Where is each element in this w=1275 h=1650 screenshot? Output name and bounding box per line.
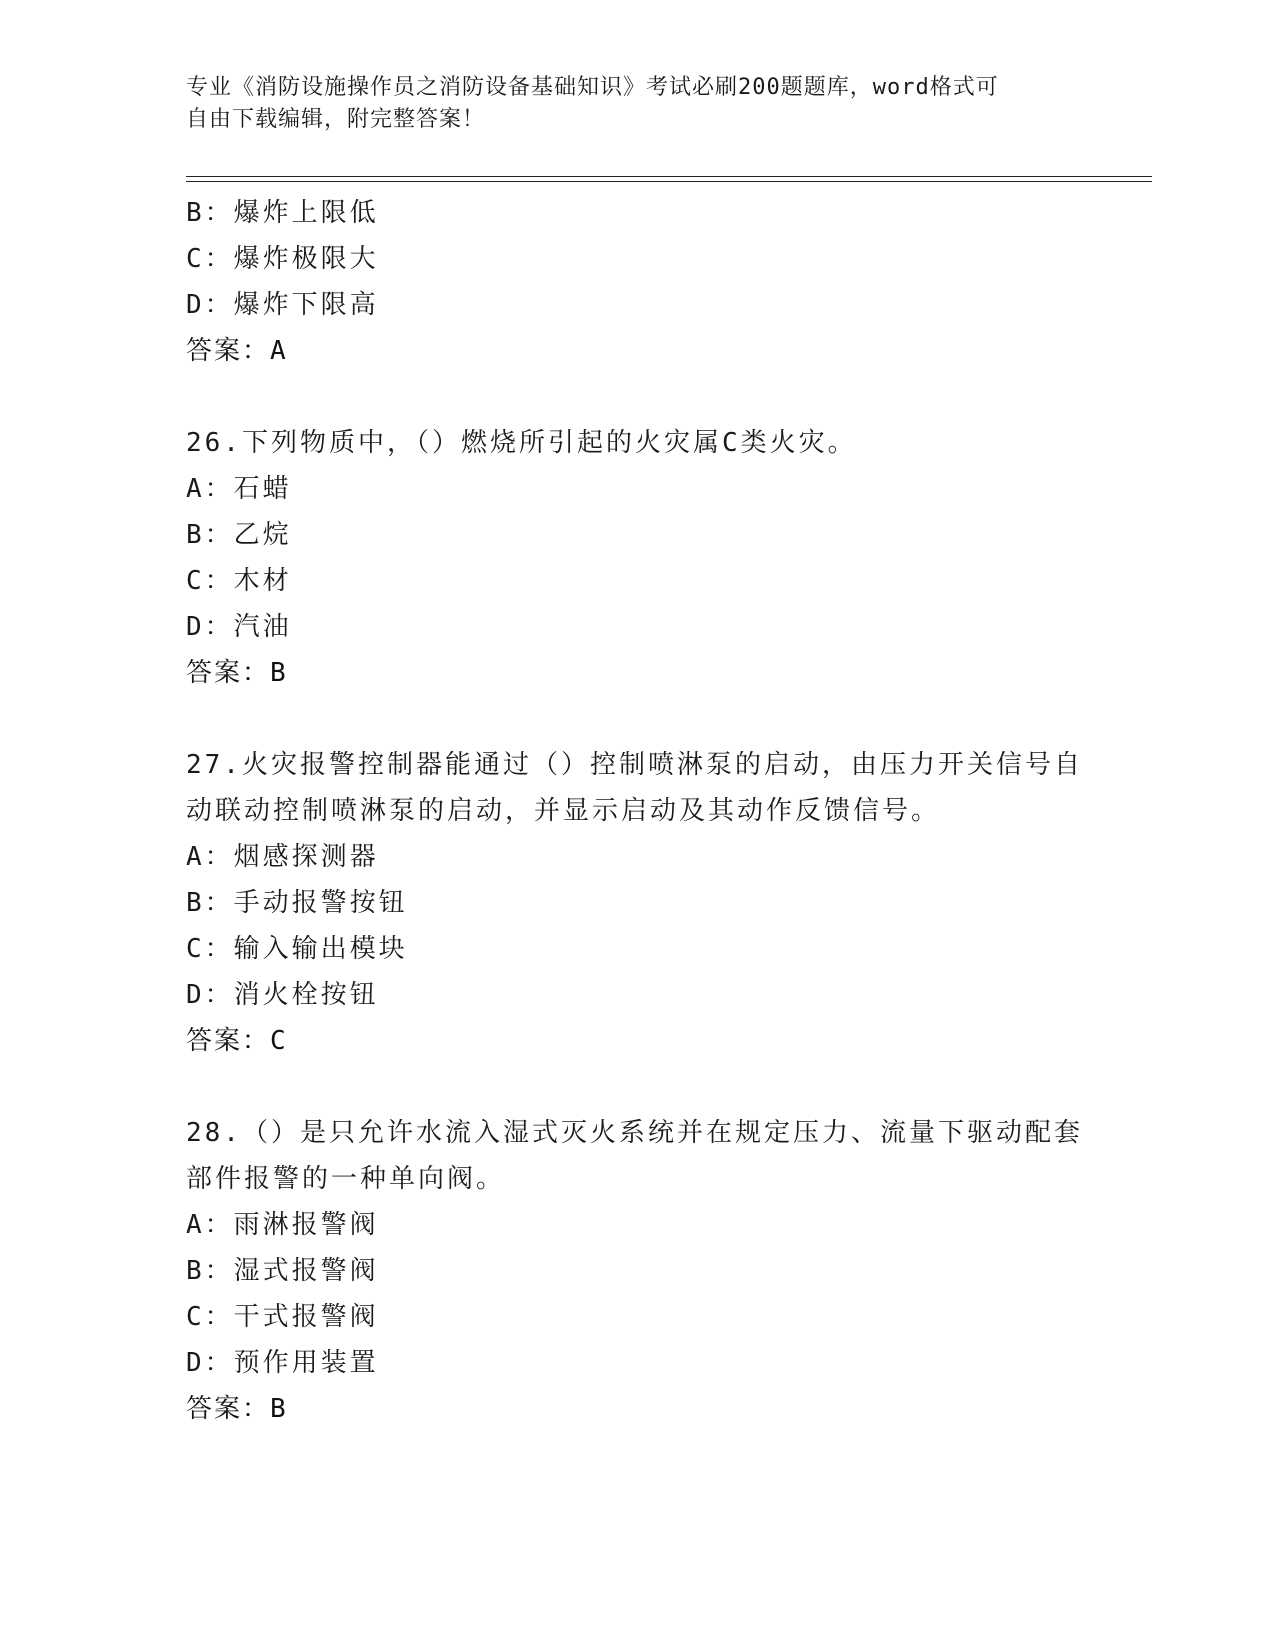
answer-line: 答案：B <box>186 658 288 688</box>
option-b: B：湿式报警阀 <box>186 1256 379 1286</box>
question-28 <box>186 1110 1086 1432</box>
answer-line: 答案：C <box>186 1026 288 1056</box>
option-b: B：爆炸上限低 <box>186 198 379 228</box>
header-line-2: 自由下载编辑，附完整答案！ <box>186 107 486 132</box>
option-d: D：爆炸下限高 <box>186 290 379 320</box>
option-c: C：输入输出模块 <box>186 934 408 964</box>
option-c: C：木材 <box>186 566 292 596</box>
spacer <box>186 374 1086 420</box>
question-stem-line-1: 27.火灾报警控制器能通过（）控制喷淋泵的启动，由压力开关信号自 <box>186 750 1083 780</box>
question-25-continued <box>186 190 1086 374</box>
spacer <box>186 1064 1086 1110</box>
option-d: D：预作用装置 <box>186 1348 379 1378</box>
option-a: A：烟感探测器 <box>186 842 379 872</box>
option-b: B：手动报警按钮 <box>186 888 408 918</box>
question-stem-line-2: 部件报警的一种单向阀。 <box>186 1164 506 1194</box>
question-stem-line-2: 动联动控制喷淋泵的启动，并显示启动及其动作反馈信号。 <box>186 796 941 826</box>
option-d: D：消火栓按钮 <box>186 980 379 1010</box>
answer-line: 答案：A <box>186 336 288 366</box>
option-b: B：乙烷 <box>186 520 292 550</box>
header-rule-top <box>186 176 1152 177</box>
document-header <box>186 72 1066 136</box>
option-d: D：汽油 <box>186 612 292 642</box>
option-a: A：石蜡 <box>186 474 292 504</box>
option-c: C：爆炸极限大 <box>186 244 379 274</box>
question-26 <box>186 420 1086 696</box>
header-rule-bottom <box>186 181 1152 182</box>
question-27 <box>186 742 1086 1064</box>
header-line-1: 专业《消防设施操作员之消防设备基础知识》考试必刷200题题库，word格式可 <box>186 75 999 100</box>
option-a: A：雨淋报警阀 <box>186 1210 379 1240</box>
question-stem-line-1: 28.（）是只允许水流入湿式灭火系统并在规定压力、流量下驱动配套 <box>186 1118 1083 1148</box>
answer-line: 答案：B <box>186 1394 288 1424</box>
question-list <box>186 190 1086 1432</box>
question-stem: 26.下列物质中，（）燃烧所引起的火灾属C类火灾。 <box>186 428 857 458</box>
spacer <box>186 696 1086 742</box>
option-c: C：干式报警阀 <box>186 1302 379 1332</box>
